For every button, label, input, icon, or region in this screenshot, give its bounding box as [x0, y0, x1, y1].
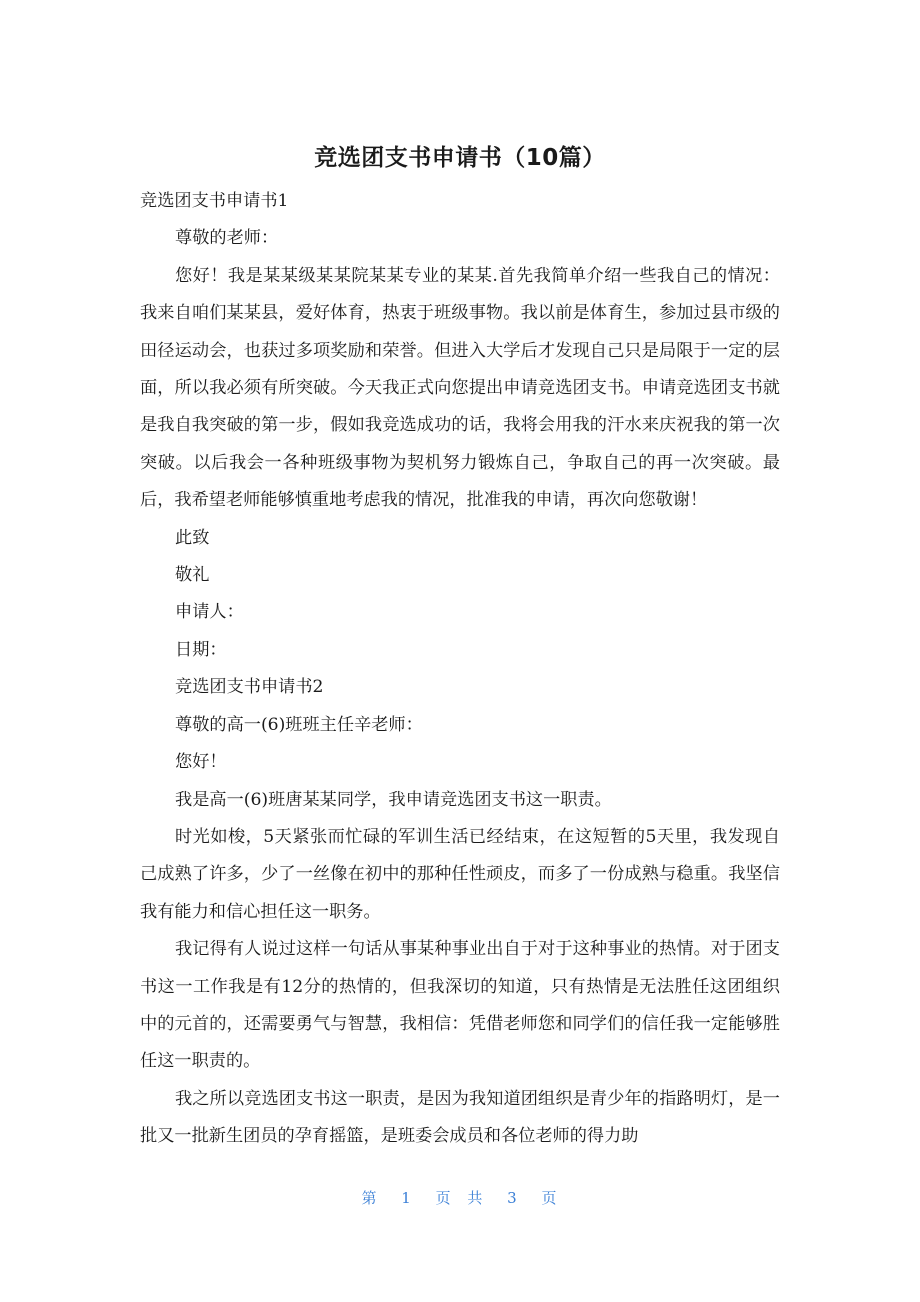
body-paragraph-5: 我之所以竞选团支书这一职责，是因为我知道团组织是青少年的指路明灯，是一批又一批新生团员的孕育摇篮，是班委会成员和各位老师的得力助: [140, 1088, 780, 1147]
salutation-1: 尊敬的老师：: [175, 228, 279, 249]
body-paragraph-1: 您好！我是某某级某某院某某专业的某某.首先我简单介绍一些我自己的情况：我来自咱们某某县，爱好体育，热衷于班级事物。我以前是体育生，参加过县市级的田径运动会，也获过多项奖励和荣誉。但进入大学后才发现自己只是局限于一定的层面，所以我必须有所突破。今天我正式向您提出申请竞选团支书。申请竞选团支书就是我自我突破的第一步，假如我竞选成功的话，我将会用我的汗水来庆祝我的第一次突破。以后我会一各种班级事物为契机努力锻炼自己，争取自己的再一次突破。最后，我希望老师能够慎重地考虑我的情况，批准我的申请，再次向您敬谢！: [140, 265, 780, 511]
body-paragraph-4: 我记得有人说过这样一句话从事某种事业出自于对于这种事业的热情。对于团支书这一工作我是有12分的热情的，但我深切的知道，只有热情是无法胜任这团组织中的元首的，还需要勇气与智慧，我相信：凭借老师您和同学们的信任我一定能够胜任这一职责的。: [140, 939, 780, 1072]
page-footer: [0, 1186, 920, 1210]
date-label: 日期：: [175, 639, 227, 660]
closing-line-2: 敬礼: [175, 565, 210, 586]
closing-line-1: 此致: [175, 527, 210, 548]
page-label-suffix: 页: [541, 1189, 559, 1207]
document-body: [140, 183, 780, 1156]
applicant-label: 申请人：: [175, 602, 244, 623]
document-title: 竞选团支书申请书（10篇）: [314, 145, 606, 171]
body-paragraph-3: 时光如梭，5天紧张而忙碌的军训生活已经结束，在这短暂的5天里，我发现自己成熟了许多，少了一丝像在初中的那种任性顽皮，而多了一份成熟与稳重。我坚信我有能力和信心担任这一职务。: [140, 826, 780, 922]
page-label-prefix: 第: [361, 1189, 379, 1207]
page-label-middle: 页 共: [435, 1189, 485, 1207]
section-heading-2: 竞选团支书申请书2: [175, 677, 324, 698]
page-total: 3: [507, 1189, 519, 1207]
page-current: 1: [401, 1189, 413, 1207]
salutation-2: 尊敬的高一(6)班班主任辛老师：: [175, 714, 423, 735]
body-paragraph-2: 我是高一(6)班唐某某同学，我申请竞选团支书这一职责。: [175, 789, 612, 810]
section-heading-1: 竞选团支书申请书1: [140, 191, 289, 211]
greeting-2: 您好！: [175, 752, 227, 773]
